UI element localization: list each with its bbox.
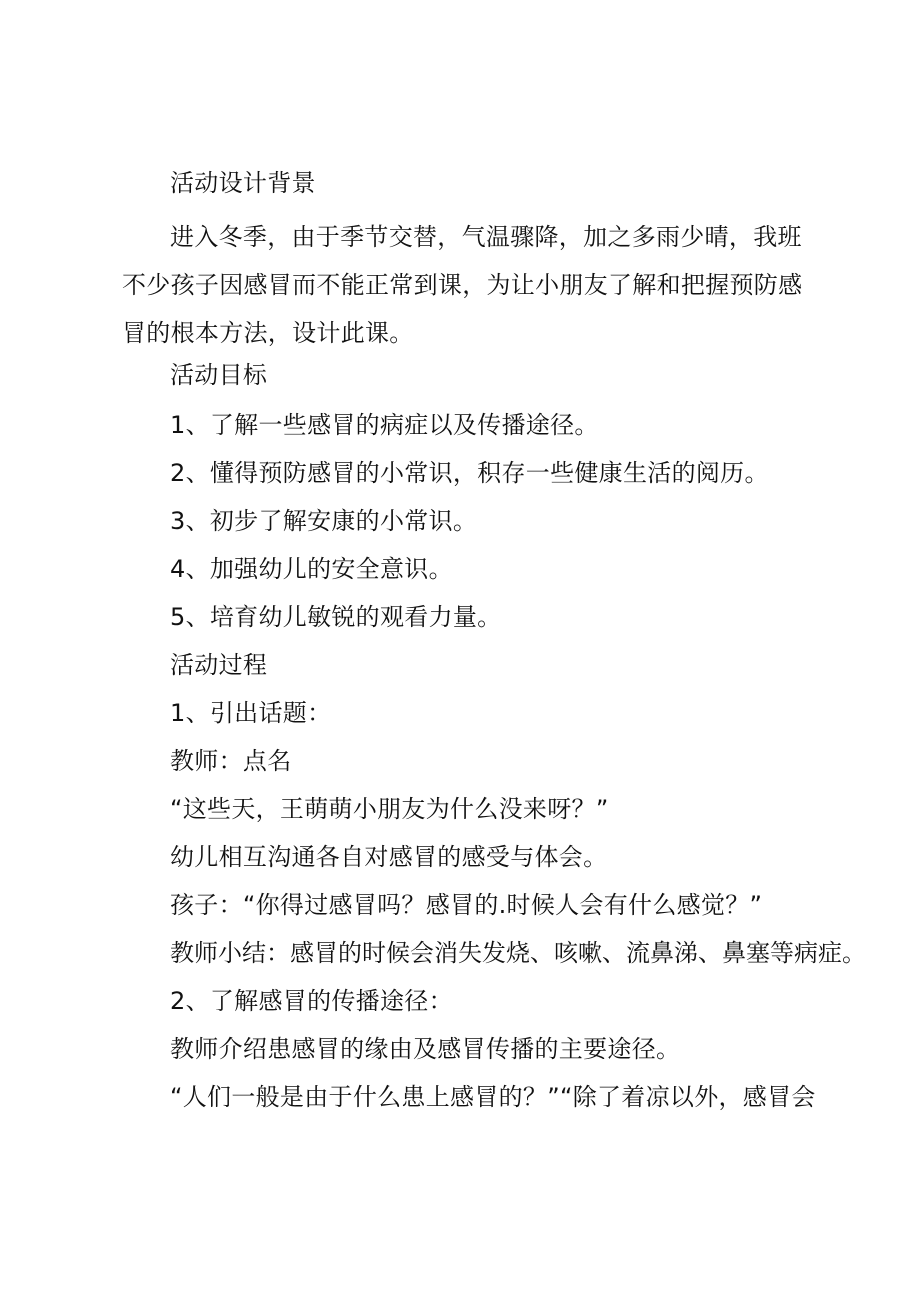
process-line-1: 1、引出话题： — [170, 699, 332, 727]
heading-activity-background: 活动设计背景 — [170, 169, 316, 197]
goal-item-3: 3、初步了解安康的小常识。 — [170, 507, 478, 535]
goal-item-4: 4、加强幼儿的安全意识。 — [170, 555, 453, 583]
process-line-4: 幼儿相互沟通各自对感冒的感受与体会。 — [170, 843, 608, 871]
heading-activity-process: 活动过程 — [170, 651, 268, 679]
process-line-3: “这些天，王萌萌小朋友为什么没来呀？” — [170, 795, 609, 823]
process-line-6: 教师小结：感冒的时候会消失发烧、咳嗽、流鼻涕、鼻塞等病症。 — [170, 939, 866, 967]
process-line-9: “人们一般是由于什么患上感冒的？”“除了着凉以外，感冒会 — [170, 1083, 816, 1111]
process-line-2: 教师：点名 — [170, 747, 292, 775]
goal-item-5: 5、培育幼儿敏锐的观看力量。 — [170, 603, 502, 631]
process-line-7: 2、了解感冒的传播途径： — [170, 987, 453, 1015]
heading-activity-goals: 活动目标 — [170, 361, 268, 389]
background-paragraph: 进入冬季，由于季节交替，气温骤降，加之多雨少晴，我班不少孩子因感冒而不能正常到课，为让小朋友了解和把握预防感冒的根本方法，设计此课。 — [122, 223, 803, 347]
goal-item-2: 2、懂得预防感冒的小常识，积存一些健康生活的阅历。 — [170, 459, 769, 487]
process-line-8: 教师介绍患感冒的缘由及感冒传播的主要途径。 — [170, 1035, 681, 1063]
process-line-5: 孩子：“你得过感冒吗？感冒的.时候人会有什么感觉？” — [170, 891, 763, 919]
goal-item-1: 1、了解一些感冒的病症以及传播途径。 — [170, 411, 599, 439]
